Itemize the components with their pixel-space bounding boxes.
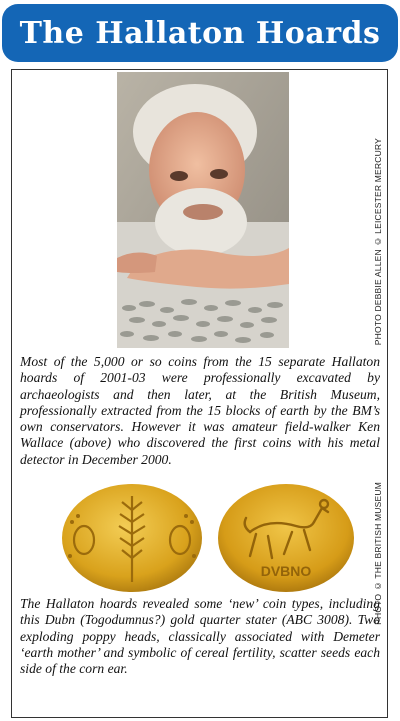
title-banner [2, 4, 398, 62]
caption-ken-wallace: Most of the 5,000 or so coins from the 15 separate Hallaton hoards of 2001-03 were professionally excavated by archaeologists and then later, at the British Museum, professionally extracted from the 15 blocks of earth by the BM’s own conservators. However it was amateur field-walker Ken Wallace (above) who discovered the first coins with his metal detector in December 2000. [20, 354, 380, 467]
photo-credit-british-museum: PHOTO © THE BRITISH MUSEUM [373, 482, 383, 625]
ken-wallace-photo [117, 72, 289, 348]
article-frame [11, 69, 388, 718]
coin-obverse-image [56, 482, 208, 594]
page-title: The Hallaton Hoards [19, 15, 381, 51]
ken-wallace-image [117, 72, 289, 348]
photo-credit-leicester-mercury: PHOTO DEBBIE ALLEN © LEICESTER MERCURY [373, 138, 383, 346]
caption-coin: The Hallaton hoards revealed some ‘new’ coin types, including this Dubn (Togodumnus?) gold quarter stater (ABC 3008). Two exploding poppy heads, classically associated with Demeter ‘earth mother’ and symbolic of cereal fertility, scatter seeds each side of the corn ear. [20, 596, 380, 677]
coin-reverse-image [212, 482, 364, 594]
coin-inscription: DVBNO [260, 563, 312, 579]
